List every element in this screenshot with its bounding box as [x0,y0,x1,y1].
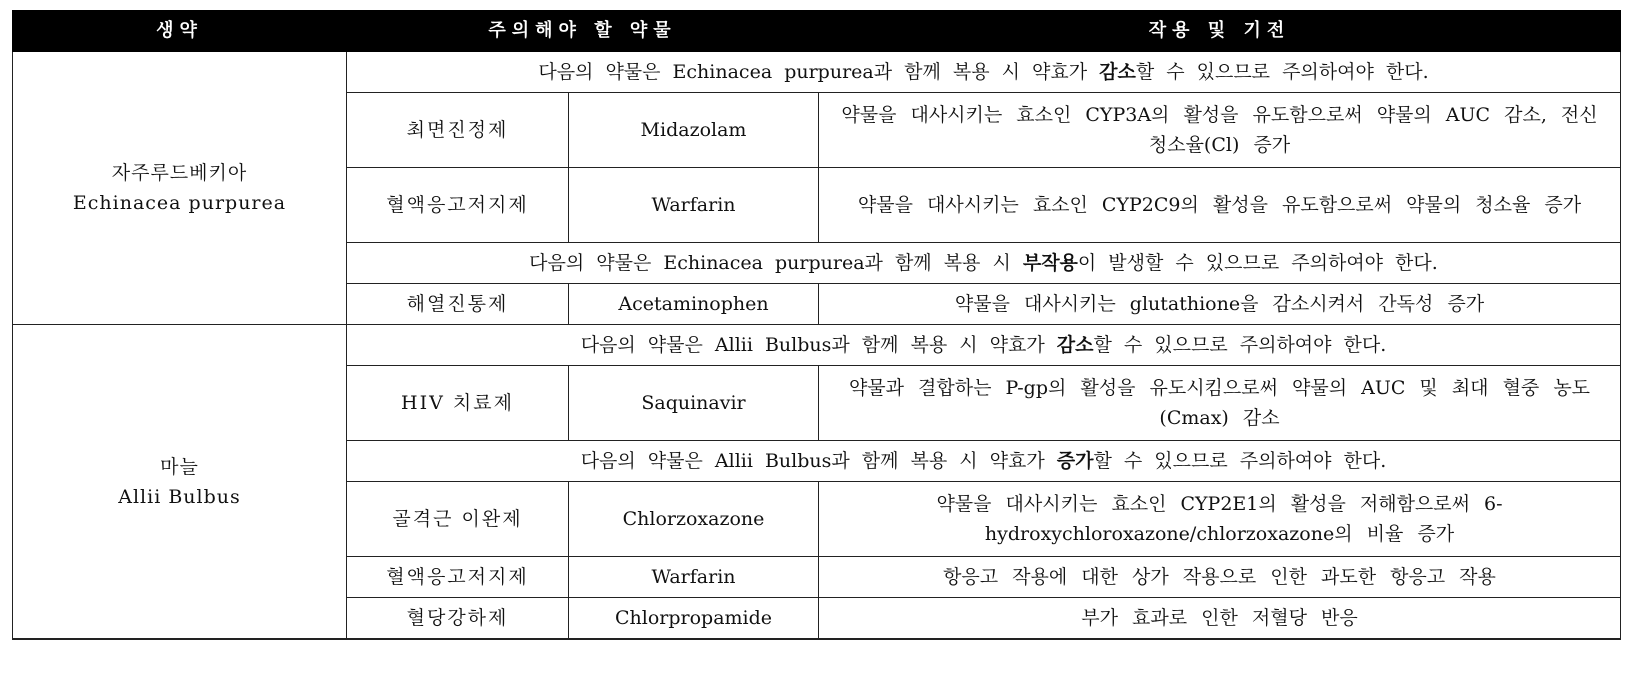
caution-emphasis: 감소 [1099,61,1136,83]
drug-class: HIV 치료제 [347,366,569,441]
caution-emphasis: 증가 [1056,450,1094,472]
herb-drug-interaction-table [12,10,1621,640]
mechanism: 부가 효과로 인한 저혈당 반응 [819,598,1621,640]
mechanism: 약물과 결합하는 P-gp의 활성을 유도시킴으로써 약물의 AUC 및 최대 혈중 농도(Cmax) 감소 [819,366,1621,441]
drug-class: 혈당강하제 [347,598,569,640]
herb-korean-name: 마늘 [160,455,199,478]
mechanism: 항응고 작용에 대한 상가 작용으로 인한 과도한 항응고 작용 [819,557,1621,598]
herb-korean-name: 자주루드베키아 [111,162,248,184]
caution-note: 다음의 약물은 Allii Bulbus과 함께 복용 시 약효가 감소할 수 있으므로 주의하여야 한다. [347,325,1621,366]
header-row [13,11,1621,52]
drug-class: 혈액응고저지제 [347,557,569,598]
mechanism: 약물을 대사시키는 효소인 CYP2E1의 활성을 저해함으로써 6-hydroxychloroxazone/chlorzoxazone의 비율 증가 [819,482,1621,557]
mechanism: 약물을 대사시키는 효소인 CYP3A의 활성을 유도함으로써 약물의 AUC 감소, 전신청소율(Cl) 증가 [819,93,1621,168]
drug-name: Chlorpropamide [569,598,819,640]
drug-name: Warfarin [569,168,819,243]
drug-name: Midazolam [569,93,819,168]
drug-name: Chlorzoxazone [569,482,819,557]
drug-class: 최면진정제 [347,93,569,168]
caution-note: 다음의 약물은 Echinacea purpurea과 함께 복용 시 약효가 감소할 수 있으므로 주의하여야 한다. [347,52,1621,93]
drug-name: Saquinavir [569,366,819,441]
caution-note: 다음의 약물은 Echinacea purpurea과 함께 복용 시 부작용이 발생할 수 있으므로 주의하여야 한다. [347,243,1621,284]
note-row [13,52,1621,93]
drug-name: Acetaminophen [569,284,819,325]
mechanism: 약물을 대사시키는 효소인 CYP2C9의 활성을 유도함으로써 약물의 청소율 증가 [819,168,1621,243]
herb-name-cell [13,325,347,640]
interaction-table-container [12,10,1620,640]
caution-note: 다음의 약물은 Allii Bulbus과 함께 복용 시 약효가 증가할 수 있으므로 주의하여야 한다. [347,441,1621,482]
drug-name: Warfarin [569,557,819,598]
drug-class: 혈액응고저지제 [347,168,569,243]
herb-latin-name: Allii Bulbus [118,485,241,508]
drug-class: 골격근 이완제 [347,482,569,557]
herb-latin-name: Echinacea purpurea [72,192,287,214]
header-drug: 주의해야 할 약물 [347,11,819,52]
header-herb: 생약 [13,11,347,52]
caution-emphasis: 감소 [1056,334,1094,356]
herb-name-cell [13,52,347,325]
caution-emphasis: 부작용 [1022,252,1078,274]
note-row [13,325,1621,366]
mechanism: 약물을 대사시키는 glutathione을 감소시켜서 간독성 증가 [819,284,1621,325]
drug-class: 해열진통제 [347,284,569,325]
header-mechanism: 작용 및 기전 [819,11,1621,52]
